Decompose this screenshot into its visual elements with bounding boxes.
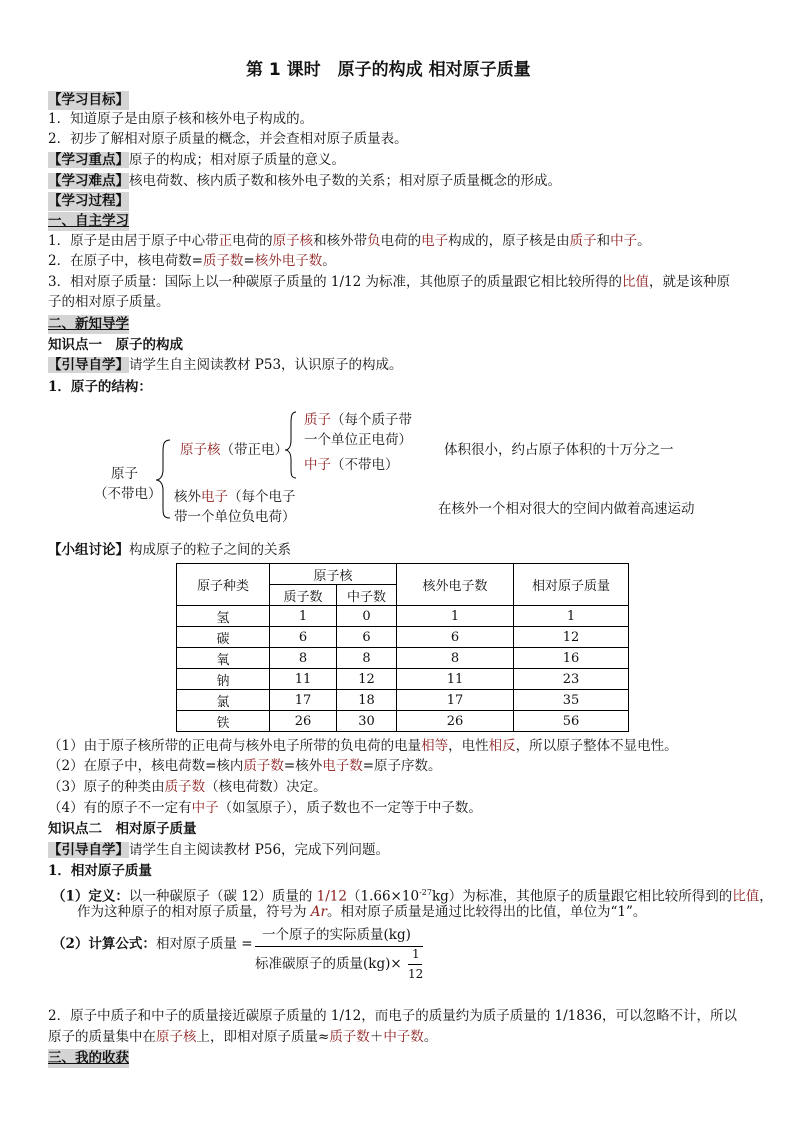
table-header: 相对原子质量 — [514, 564, 629, 606]
particle-table — [176, 563, 629, 732]
note-1: （1）由于原子核所带的正电荷与核外电子所带的负电荷的电量相等，电性相反，所以原子整体不显电性。 — [48, 738, 678, 754]
knowledge-point-2: 知识点二 相对原子质量 — [48, 821, 197, 837]
proton-node: 质子（每个质子带 — [304, 412, 412, 428]
section3-heading: 三、我的收获 — [48, 1050, 129, 1066]
atom-label: 原子 — [111, 466, 138, 482]
nucleus-node: 原子核（带正电） — [180, 442, 288, 458]
mass-note-line-1: 2．原子中质子和中子的质量接近碳原子质量的 1/12，而电子的质量约为质子质量的 1/1836，可以忽略不计，所以 — [48, 1008, 737, 1024]
definition-line-2: 作为这种原子的相对原子质量，符号为 Ar。相对原子质量是通过比较得出的比值，单位为“1”。 — [77, 904, 647, 920]
table-header: 原子核 — [270, 564, 397, 585]
table-row: 铁 26 30 26 56 — [177, 711, 629, 732]
proton-note-2: 一个单位正电荷） — [304, 432, 412, 448]
table-row: 碳 6 6 6 12 — [177, 627, 629, 648]
fraction-denominator: 12 — [408, 967, 424, 981]
formula-label: （2）计算公式： — [52, 936, 156, 952]
note-2: （2）在原子中，核电荷数=核内质子数=核外电子数=原子序数。 — [48, 758, 442, 774]
electron-node: 核外电子（每个电子 — [174, 489, 296, 505]
electron-note-2: 带一个单位负电荷） — [174, 509, 296, 525]
label-key: 【学习重点】 — [48, 152, 129, 168]
self-study-line-1: 1．原子是由居于原子中心带正电荷的原子核和核外带负电荷的电子构成的，原子核是由质子和中子。 — [48, 233, 651, 249]
note-4: （4）有的原子不一定有中子（如氢原子），质子数也不一定等于中子数。 — [48, 800, 482, 816]
goal-1: 1．知道原子是由原子核和核外电子构成的。 — [48, 111, 314, 127]
motion-note: 在核外一个相对很大的空间内做着高速运动 — [438, 501, 695, 517]
self-study-line-3b: 子的相对原子质量。 — [48, 294, 170, 310]
label-process: 【学习过程】 — [48, 193, 129, 209]
page-title: 第 1 课时 原子的构成 相对原子质量 — [246, 60, 531, 80]
difficulty-text: 核电荷数、核内质子数和核外电子数的关系；相对原子质量概念的形成。 — [129, 173, 561, 189]
note-3: （3）原子的种类由质子数（核电荷数）决定。 — [48, 779, 327, 795]
section1-heading: 一、自主学习 — [48, 213, 129, 229]
guide-1: 【引导自学】请学生自主阅读教材 P53，认识原子的构成。 — [48, 357, 403, 373]
table-header: 中子数 — [337, 585, 397, 606]
goal-2: 2．初步了解相对原子质量的概念，并会查相对原子质量表。 — [48, 131, 408, 147]
guide-2: 【引导自学】请学生自主阅读教材 P56，完成下列问题。 — [48, 842, 390, 858]
table-header: 质子数 — [270, 585, 337, 606]
label-difficulty: 【学习难点】 — [48, 173, 129, 189]
table-header: 核外电子数 — [397, 564, 514, 606]
formula-bar — [255, 946, 423, 947]
self-study-line-2: 2．在原子中，核电荷数=质子数=核外电子数。 — [48, 253, 336, 269]
ram-heading: 1．相对原子质量 — [48, 863, 152, 879]
section2-heading: 二、新知导学 — [48, 316, 129, 332]
mass-note-line-2: 原子的质量集中在原子核上，即相对原子质量≈质子数＋中子数。 — [48, 1029, 438, 1045]
table-row: 氯 17 18 17 35 — [177, 690, 629, 711]
label-goals: 【学习目标】 — [48, 92, 129, 108]
group-discussion: 【小组讨论】构成原子的粒子之间的关系 — [48, 542, 291, 558]
neutron-node: 中子（不带电） — [304, 457, 399, 473]
fraction-numerator: 1 — [412, 947, 420, 961]
table-header: 原子种类 — [177, 564, 270, 606]
volume-note: 体积很小，约占原子体积的十万分之一 — [444, 442, 674, 458]
atom-brace — [156, 440, 170, 518]
structure-heading: 1．原子的结构： — [48, 379, 152, 395]
formula-denominator: 标准碳原子的质量(kg)× — [255, 956, 402, 972]
table-row: 钠 11 12 11 23 — [177, 669, 629, 690]
formula-numerator: 一个原子的实际质量(kg) — [262, 927, 411, 943]
table-row: 氢 1 0 1 1 — [177, 606, 629, 627]
table-row: 氧 8 8 8 16 — [177, 648, 629, 669]
key-text: 原子的构成；相对原子质量的意义。 — [129, 152, 345, 168]
atom-note: （不带电） — [94, 486, 162, 502]
self-study-line-3: 3．相对原子质量：国际上以一种碳原子质量的 1/12 为标准，其他原子的质量跟它相比较所得的比值，就是该种原 — [48, 274, 730, 290]
definition-line-1: （1）定义：以一种碳原子（碳 12）质量的 $1/12(1.66\times 10^{-27}kg)$为标准，其他原子的质量跟它相比较所得到的比值， — [52, 888, 773, 905]
formula-lhs: 相对原子质量 = — [156, 936, 253, 952]
knowledge-point-1: 知识点一 原子的构成 — [48, 337, 183, 353]
